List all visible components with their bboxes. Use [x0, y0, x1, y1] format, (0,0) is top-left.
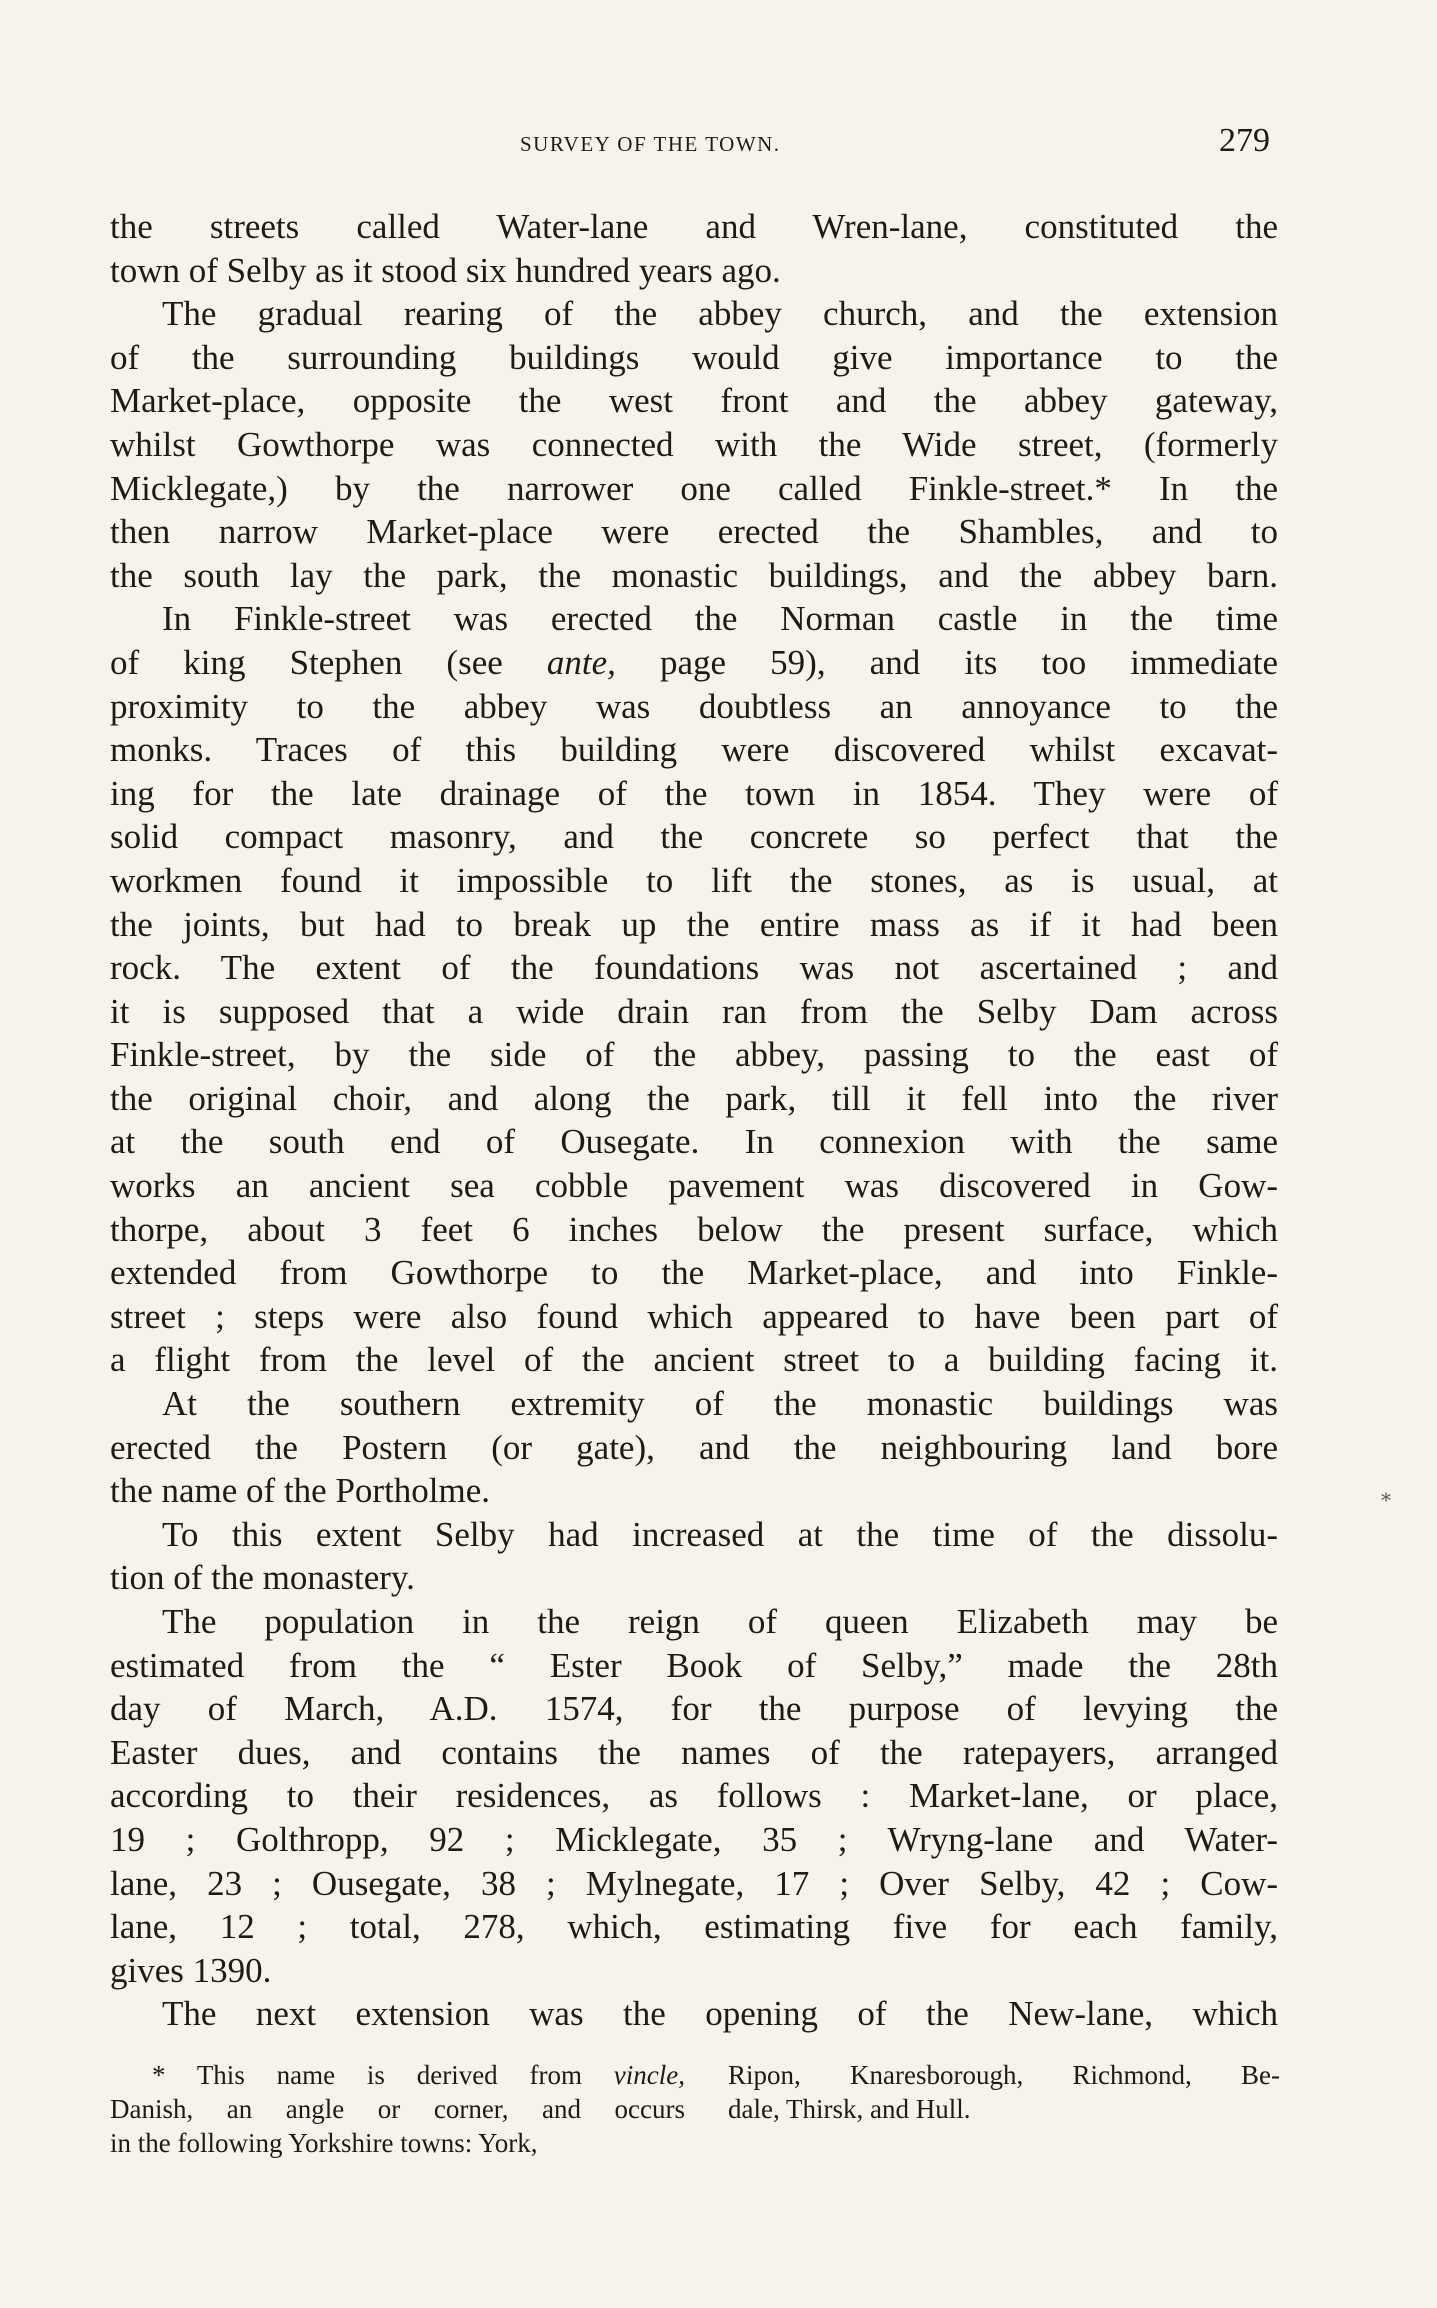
paragraph-start: At the southern extremity of the monastic buildings was — [162, 1384, 1278, 1424]
text-line: estimated from the “ Ester Book of Selby,” made the 28th — [110, 1645, 1278, 1685]
text-line: extended from Gowthorpe to the Market-place, and into Finkle- — [110, 1253, 1278, 1293]
text-line: the south lay the park, the monastic buildings, and the abbey barn. — [110, 555, 1278, 595]
text-line: whilst Gowthorpe was connected with the Wide street, (formerly — [110, 424, 1278, 464]
text-line: according to their residences, as follows : Market-lane, or place, — [110, 1776, 1278, 1816]
text-line: Easter dues, and contains the names of the ratepayers, arranged — [110, 1732, 1278, 1772]
text-line: works an ancient sea cobble pavement was discovered in Gow- — [110, 1166, 1278, 1206]
text-line: ing for the late drainage of the town in 1854. They were of — [110, 773, 1278, 813]
text-line — [110, 641, 1278, 685]
paragraph-start: The population in the reign of queen Elizabeth may be — [162, 1602, 1278, 1641]
paragraph-start: In Finkle-street was erected the Norman castle in the time — [162, 599, 1278, 639]
page-header — [110, 120, 1270, 160]
italic-term: vincle, — [613, 2060, 686, 2090]
text-line: 19 ; Golthropp, 92 ; Micklegate, 35 ; Wryng-lane and Water- — [110, 1819, 1278, 1859]
footnote-line: dale, Thirsk, and Hull. — [728, 2094, 971, 2124]
text-line: then narrow Market-place were erected the Shambles, and to — [110, 512, 1278, 552]
text-line: rock. The extent of the foundations was not ascertained ; and — [110, 948, 1278, 988]
text-line: Market-place, opposite the west front and the abbey gateway, — [110, 381, 1278, 421]
text-line: solid compact masonry, and the concrete so perfect that the — [110, 817, 1278, 857]
text-line: the name of the Portholme. — [110, 1471, 491, 1511]
footnote-line: Danish, an angle or corner, and occurs — [110, 2094, 685, 2124]
text-line: it is supposed that a wide drain ran from the Selby Dam across — [110, 991, 1278, 1031]
text-line: the original choir, and along the park, till it fell into the river — [110, 1078, 1278, 1118]
margin-asterisk: * — [1381, 1488, 1391, 1512]
text-line: proximity to the abbey was doubtless an annoyance to the — [110, 686, 1278, 726]
footnote-segment: * This name is derived from — [152, 2060, 582, 2090]
text-segment: of king Stephen (see — [110, 642, 503, 682]
text-line: thorpe, about 3 feet 6 inches below the present surface, which — [110, 1209, 1278, 1249]
footnote-line: Ripon, Knaresborough, Richmond, Be- — [728, 2060, 1280, 2090]
text-line: erected the Postern (or gate), and the neighbouring land bore — [110, 1427, 1278, 1467]
footnote-line — [110, 2058, 685, 2092]
page-number: 279 — [1219, 122, 1270, 159]
paragraph-start: To this extent Selby had increased at the time of the dissolu- — [162, 1514, 1278, 1554]
paragraph-start: The gradual rearing of the abbey church, and the extension — [162, 294, 1278, 334]
text-line: the streets called Water-lane and Wren-lane, constituted the — [110, 207, 1278, 246]
text-line: lane, 12 ; total, 278, which, estimating five for each family, — [110, 1907, 1278, 1947]
text-line: of the surrounding buildings would give importance to the — [110, 337, 1278, 377]
footnote-column-left — [110, 2058, 685, 2160]
text-line: at the south end of Ousegate. In connexion with the same — [110, 1122, 1278, 1162]
text-line: Micklegate,) by the narrower one called Finkle-street.* In the — [110, 468, 1278, 508]
text-line: day of March, A.D. 1574, for the purpose of levying the — [110, 1689, 1278, 1729]
text-line: Finkle-street, by the side of the abbey, passing to the east of — [110, 1035, 1278, 1075]
text-line: gives 1390. — [110, 1950, 272, 1990]
text-line: monks. Traces of this building were discovered whilst excavat- — [110, 730, 1278, 770]
paragraph-start: The next extension was the opening of the New-lane, which — [162, 1994, 1278, 2034]
running-head: SURVEY OF THE TOWN. — [520, 132, 781, 156]
footnote-column-right — [728, 2058, 1280, 2126]
text-line: a flight from the level of the ancient street to a building facing it. — [110, 1340, 1278, 1380]
italic-term: ante, — [546, 642, 616, 682]
footnote-line: in the following Yorkshire towns: York, — [110, 2128, 538, 2158]
text-line: tion of the monastery. — [110, 1558, 415, 1598]
body-text — [110, 205, 1278, 2036]
text-segment: page 59), and its too immediate — [660, 642, 1279, 682]
text-line: workmen found it impossible to lift the stones, as is usual, at — [110, 860, 1278, 900]
text-line: street ; steps were also found which appeared to have been part of — [110, 1296, 1278, 1336]
text-line: the joints, but had to break up the entire mass as if it had been — [110, 904, 1278, 944]
text-line: lane, 23 ; Ousegate, 38 ; Mylnegate, 17 ; Over Selby, 42 ; Cow- — [110, 1863, 1278, 1903]
text-line: town of Selby as it stood six hundred years ago. — [110, 250, 781, 290]
